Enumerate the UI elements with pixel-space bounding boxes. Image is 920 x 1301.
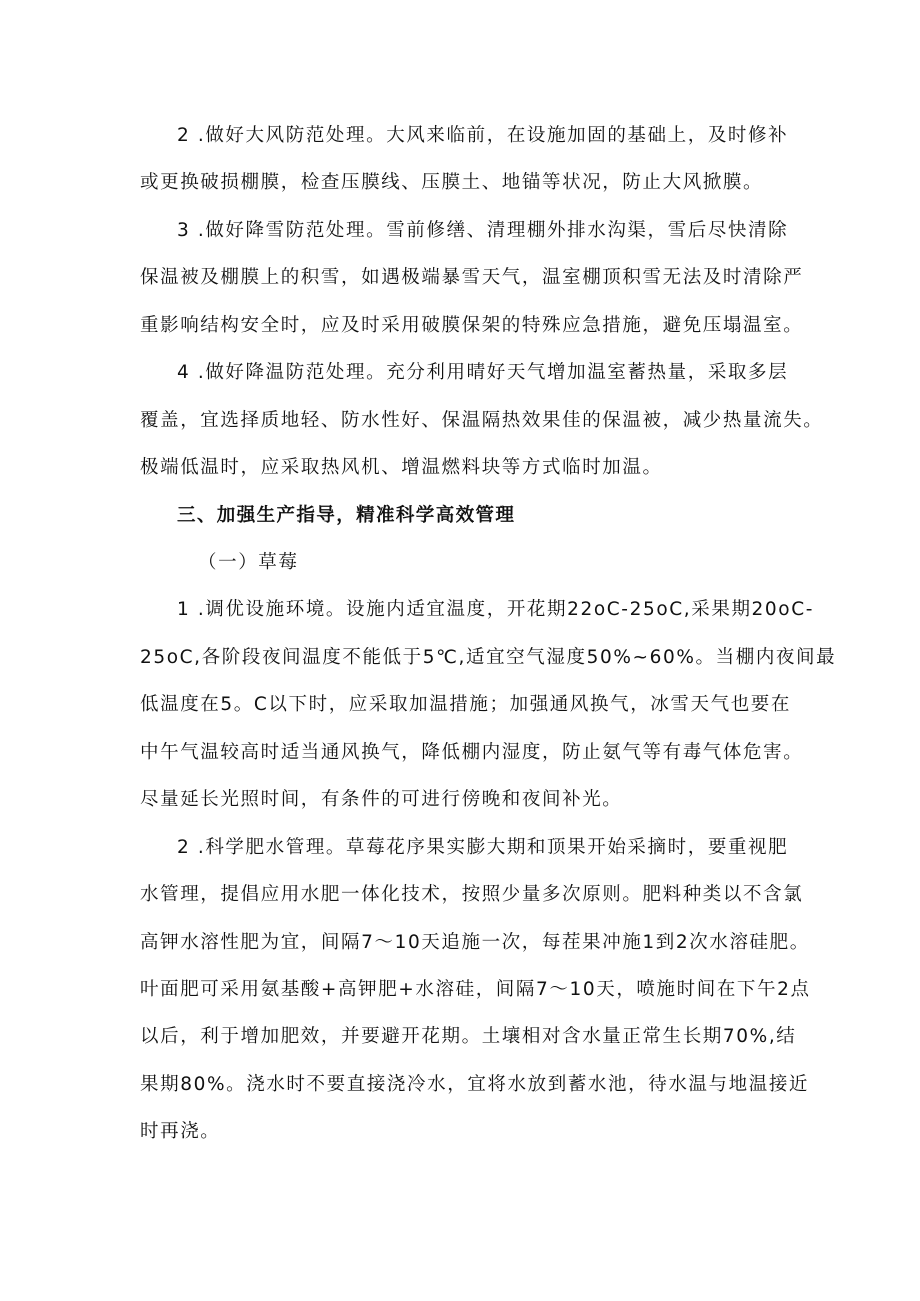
strawberry-item-1-line-4: 中午气温较高时适当通风换气，降低棚内湿度，防止氨气等有毒气体危害。 [140,742,804,763]
section-3-heading: 三、加强生产指导，精准科学高效管理 [177,505,516,526]
strawberry-item-2-line-6: 果期80%。浇水时不要直接浇冷水，宜将水放到蓄水池，待水温与地温接近 [140,1074,810,1095]
strawberry-item-2-line-5: 以后，利于增加肥效，并要避开花期。土壤相对含水量正常生长期70%,结 [140,1026,797,1047]
strawberry-item-1-line-1: 1 .调优设施环境。设施内适宜温度，开花期22oC-25oC,采果期20oC- [177,599,814,620]
strawberry-item-2-line-4: 叶面肥可采用氨基酸+高钾肥+水溶硅，间隔7〜10天，喷施时间在下午2点 [140,979,811,1000]
strawberry-item-2-line-3: 高钾水溶性肥为宜，间隔7〜10天追施一次，每茬果冲施1到2次水溶硅肥。 [140,932,810,953]
strawberry-item-1-line-3: 低温度在5。C以下时，应采取加温措施；加强通风换气，冰雪天气也要在 [140,694,791,715]
paragraph-2-line-2: 或更换破损棚膜，检查压膜线、压膜土、地锚等状况，防止大风掀膜。 [140,172,764,193]
paragraph-3-line-3: 重影响结构安全时，应及时采用破膜保架的特殊应急措施，避免压塌温室。 [140,315,804,336]
paragraph-4-line-2: 覆盖，宜选择质地轻、防水性好、保温隔热效果佳的保温被，减少热量流失。 [140,410,824,431]
subsection-strawberry-heading: （一）草莓 [198,552,299,573]
strawberry-item-2-line-2: 水管理，提倡应用水肥一体化技术，按照少量多次原则。肥料种类以不含氯 [140,884,804,905]
paragraph-2-line-1: 2 .做好大风防范处理。大风来临前，在设施加固的基础上，及时修补 [177,125,789,146]
strawberry-item-1-line-2: 25oC,各阶段夜间温度不能低于5℃,适宜空气湿度50%~60%。当棚内夜间最 [140,647,837,668]
paragraph-3-line-1: 3 .做好降雪防范处理。雪前修缮、清理棚外排水沟渠，雪后尽快清除 [177,220,789,241]
strawberry-item-2-line-7: 时再浇。 [140,1121,221,1142]
paragraph-3-line-2: 保温被及棚膜上的积雪，如遇极端暴雪天气，温室棚顶积雪无法及时清除严 [140,267,804,288]
paragraph-4-line-3: 极端低温时，应采取热风机、增温燃料块等方式临时加温。 [140,457,663,478]
strawberry-item-1-line-5: 尽量延长光照时间，有条件的可进行傍晚和夜间补光。 [140,789,623,810]
strawberry-item-2-line-1: 2 .科学肥水管理。草莓花序果实膨大期和顶果开始采摘时，要重视肥 [177,837,789,858]
paragraph-4-line-1: 4 .做好降温防范处理。充分利用晴好天气增加温室蓄热量，采取多层 [177,362,789,383]
